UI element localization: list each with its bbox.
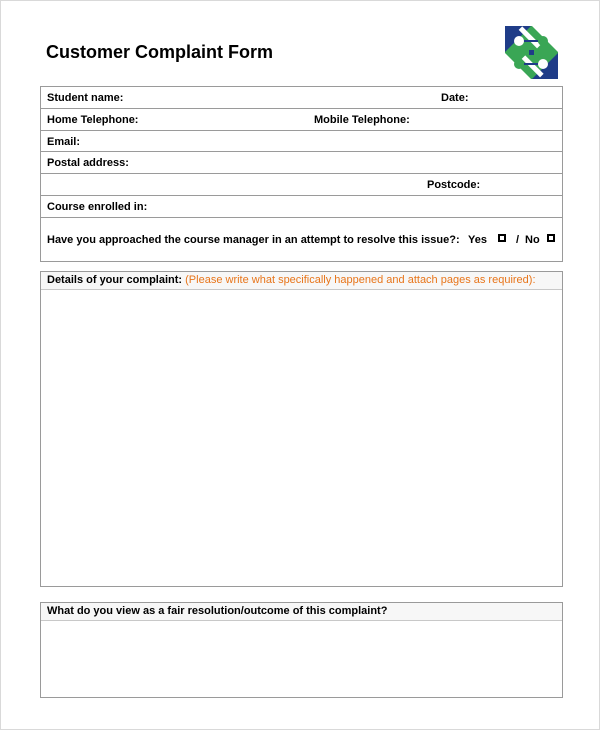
course-row bbox=[41, 196, 562, 218]
postal-address-label: Postal address: bbox=[47, 157, 129, 169]
resolution-area[interactable] bbox=[41, 621, 562, 697]
email-row bbox=[41, 131, 562, 152]
complaint-details-hint: (Please write what specifically happened and attach pages as required): bbox=[185, 274, 536, 286]
student-name-label: Student name: bbox=[47, 92, 124, 104]
student-info-section bbox=[40, 86, 563, 262]
answer-separator: / bbox=[516, 234, 520, 246]
postcode-label: Postcode: bbox=[427, 179, 481, 191]
course-enrolled-label: Course enrolled in: bbox=[47, 201, 148, 213]
postcode-row bbox=[41, 174, 562, 196]
home-telephone-label: Home Telephone: bbox=[47, 114, 139, 126]
complaint-details-section bbox=[40, 271, 563, 587]
resolution-label: What do you view as a fair resolution/outcome of this complaint? bbox=[47, 605, 388, 617]
email-label: Email: bbox=[47, 136, 81, 148]
approach-question-label: Have you approached the course manager in an attempt to resolve this issue?: bbox=[47, 234, 460, 246]
complaint-details-header bbox=[41, 272, 562, 290]
approach-question-row bbox=[41, 218, 562, 261]
complaint-details-label: Details of your complaint: bbox=[47, 274, 183, 286]
telephone-row bbox=[41, 109, 562, 131]
yes-label: Yes bbox=[468, 234, 487, 246]
mobile-telephone-label: Mobile Telephone: bbox=[314, 114, 410, 126]
organization-logo bbox=[505, 26, 558, 79]
date-label: Date: bbox=[441, 92, 469, 104]
postal-address-row bbox=[41, 152, 562, 174]
student-name-row bbox=[41, 87, 562, 109]
complaint-details-area[interactable] bbox=[41, 290, 562, 586]
no-label: No bbox=[525, 234, 540, 246]
resolution-header bbox=[41, 603, 562, 621]
resolution-section bbox=[40, 602, 563, 698]
page-title: Customer Complaint Form bbox=[46, 42, 274, 62]
